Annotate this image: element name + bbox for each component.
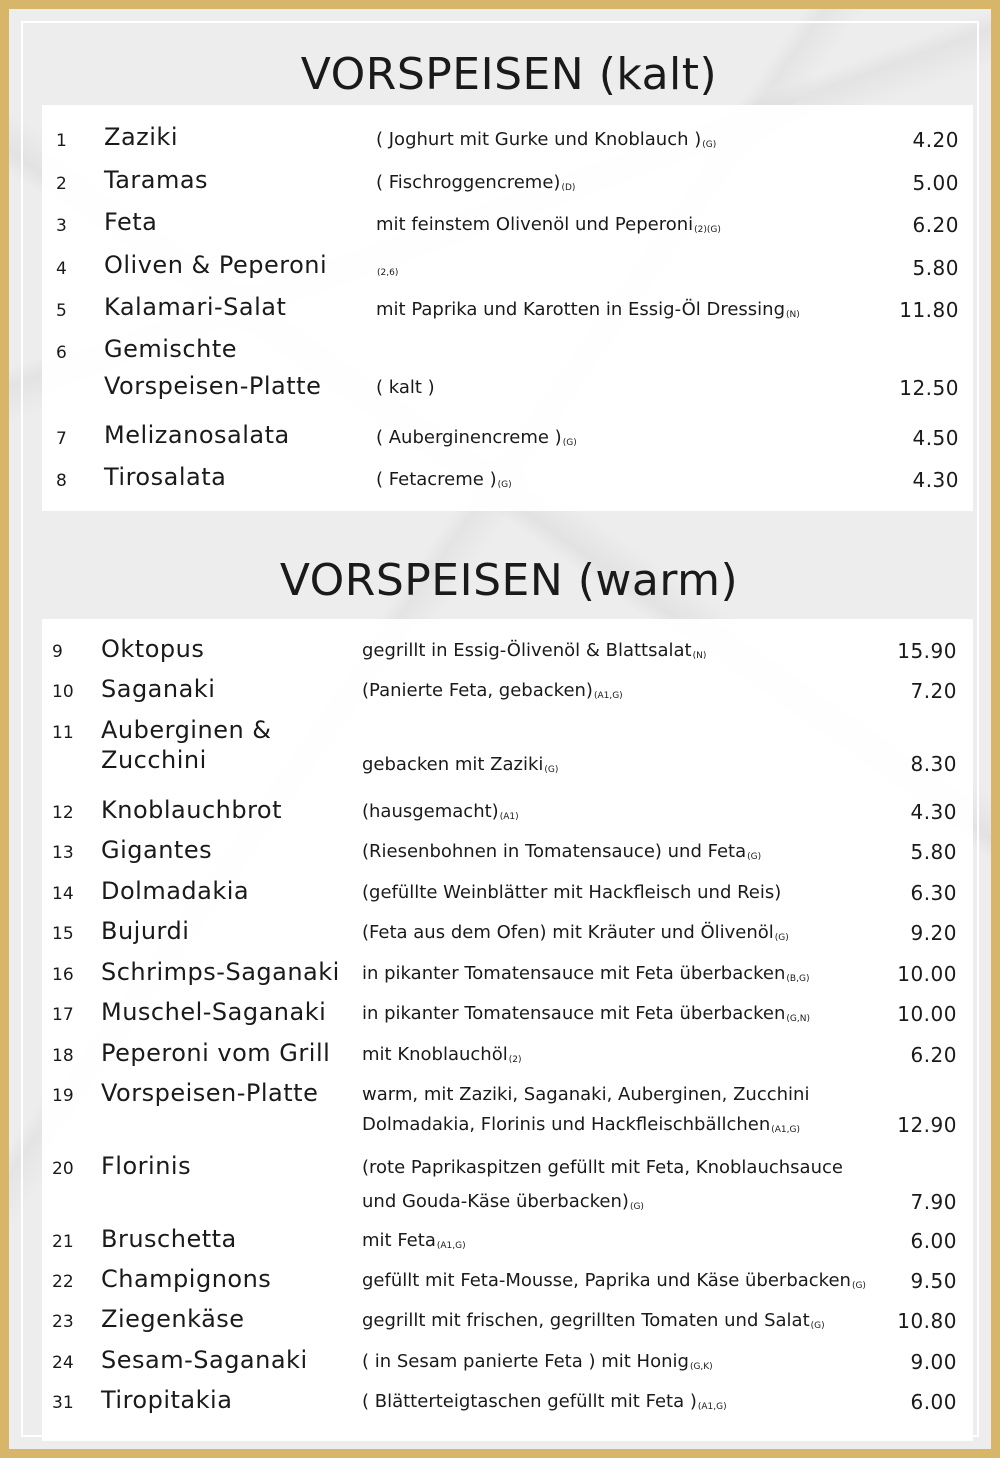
item-name: Ziegenkäse bbox=[101, 1305, 245, 1333]
item-number: 20 bbox=[52, 1159, 74, 1179]
item-price: 4.20 bbox=[912, 128, 959, 152]
item-name: Vorspeisen-Platte bbox=[101, 1079, 319, 1107]
item-number: 15 bbox=[52, 924, 74, 944]
item-price: 10.00 bbox=[897, 1002, 957, 1026]
item-description-line2: Dolmadakia, Florinis und Hackfleischbällchen(A1,G) bbox=[362, 1114, 801, 1135]
item-price: 4.50 bbox=[912, 426, 959, 450]
item-description: mit Feta(A1,G) bbox=[362, 1230, 466, 1251]
allergen-codes: (G) bbox=[562, 438, 577, 448]
menu-panel-kalt bbox=[42, 105, 973, 511]
item-number: 10 bbox=[52, 682, 74, 702]
item-price: 9.20 bbox=[910, 921, 957, 945]
item-number: 2 bbox=[56, 174, 67, 194]
item-name: Knoblauchbrot bbox=[101, 796, 283, 824]
item-description: gegrillt in Essig-Ölivenöl & Blattsalat(N) bbox=[362, 640, 707, 661]
item-description: (hausgemacht)(A1) bbox=[362, 801, 519, 822]
item-price: 6.00 bbox=[910, 1229, 957, 1253]
item-description: ( Fetacreme )(G) bbox=[376, 469, 512, 490]
item-number: 4 bbox=[56, 259, 67, 279]
item-price: 5.80 bbox=[910, 840, 957, 864]
item-price: 4.30 bbox=[910, 800, 957, 824]
item-name: Schrimps-Saganaki bbox=[101, 958, 340, 986]
item-price: 11.80 bbox=[899, 298, 959, 322]
item-number: 23 bbox=[52, 1312, 74, 1332]
item-number: 17 bbox=[52, 1005, 74, 1025]
allergen-codes: (G) bbox=[851, 1281, 866, 1291]
item-number: 12 bbox=[52, 803, 74, 823]
allergen-codes: (G) bbox=[629, 1202, 644, 1212]
item-price: 6.30 bbox=[910, 881, 957, 905]
item-description: mit Paprika und Karotten in Essig-Öl Dressing(N) bbox=[376, 299, 800, 320]
item-description: in pikanter Tomatensauce mit Feta überbacken(B,G) bbox=[362, 963, 810, 984]
item-price: 8.30 bbox=[910, 752, 957, 776]
allergen-codes: (2,6) bbox=[377, 268, 399, 278]
item-number: 13 bbox=[52, 843, 74, 863]
item-name-line2: Zucchini bbox=[101, 746, 207, 774]
section-title-kalt: VORSPEISEN (kalt) bbox=[300, 49, 718, 100]
item-name: Kalamari-Salat bbox=[104, 293, 287, 321]
item-description: (rote Paprikaspitzen gefüllt mit Feta, Knoblauchsauce bbox=[362, 1157, 843, 1178]
allergen-codes: (G) bbox=[747, 852, 762, 862]
allergen-codes: (G) bbox=[810, 1321, 825, 1331]
allergen-codes: (2) bbox=[508, 1055, 522, 1065]
item-number: 14 bbox=[52, 884, 74, 904]
allergen-codes: (G) bbox=[774, 933, 789, 943]
item-name: Taramas bbox=[104, 166, 209, 194]
item-price: 12.90 bbox=[897, 1113, 957, 1137]
item-name: Gigantes bbox=[101, 836, 213, 864]
allergen-codes: (2)(G) bbox=[694, 225, 721, 235]
item-name: Tirosalata bbox=[104, 463, 227, 491]
item-number: 9 bbox=[52, 642, 63, 662]
item-description: gebacken mit Zaziki(G) bbox=[362, 754, 559, 775]
item-name: Dolmadakia bbox=[101, 877, 250, 905]
allergen-codes: (A1,G) bbox=[436, 1241, 466, 1251]
item-price: 9.00 bbox=[910, 1350, 957, 1374]
item-description: (Feta aus dem Ofen) mit Kräuter und Ölivenöl(G) bbox=[362, 922, 789, 943]
item-number: 24 bbox=[52, 1353, 74, 1373]
allergen-codes: (A1,G) bbox=[771, 1125, 801, 1135]
item-description: ( Blätterteigtaschen gefüllt mit Feta )(A1,G) bbox=[362, 1391, 727, 1412]
item-name: Tiropitakia bbox=[101, 1386, 233, 1414]
item-description: (gefüllte Weinblätter mit Hackfleisch und Reis) bbox=[362, 882, 782, 903]
allergen-codes: (N) bbox=[786, 310, 800, 320]
item-description: mit feinstem Olivenöl und Peperoni(2)(G) bbox=[376, 214, 721, 235]
item-number: 7 bbox=[56, 429, 67, 449]
item-number: 21 bbox=[52, 1232, 74, 1252]
item-price: 4.30 bbox=[912, 468, 959, 492]
item-name: Bujurdi bbox=[101, 917, 190, 945]
item-price: 6.00 bbox=[910, 1390, 957, 1414]
item-price: 12.50 bbox=[899, 376, 959, 400]
allergen-codes: (N) bbox=[692, 651, 707, 661]
item-name: Muschel-Saganaki bbox=[101, 998, 327, 1026]
item-number: 1 bbox=[56, 131, 67, 151]
item-description: ( Auberginencreme )(G) bbox=[376, 427, 577, 448]
item-price: 7.90 bbox=[910, 1190, 957, 1214]
item-number: 5 bbox=[56, 301, 67, 321]
item-description-line2: und Gouda-Käse überbacken)(G) bbox=[362, 1191, 644, 1212]
item-name: Auberginen & bbox=[101, 716, 272, 744]
item-name: Champignons bbox=[101, 1265, 272, 1293]
allergen-codes: (B,G) bbox=[786, 974, 810, 984]
item-description: in pikanter Tomatensauce mit Feta überbacken(G,N) bbox=[362, 1003, 811, 1024]
item-name: Oktopus bbox=[101, 635, 205, 663]
item-number: 18 bbox=[52, 1046, 74, 1066]
item-price: 6.20 bbox=[910, 1043, 957, 1067]
item-number: 22 bbox=[52, 1272, 74, 1292]
item-description: ( in Sesam panierte Feta ) mit Honig(G,K) bbox=[362, 1351, 713, 1372]
item-price: 5.80 bbox=[912, 256, 959, 280]
allergen-codes: (G,K) bbox=[689, 1362, 713, 1372]
item-name-line2: Vorspeisen-Platte bbox=[104, 372, 322, 400]
allergen-codes: (A1,G) bbox=[697, 1402, 727, 1412]
item-name: Bruschetta bbox=[101, 1225, 237, 1253]
item-price: 5.00 bbox=[912, 171, 959, 195]
item-price: 7.20 bbox=[910, 679, 957, 703]
item-number: 11 bbox=[52, 723, 74, 743]
item-description: mit Knoblauchöl(2) bbox=[362, 1044, 522, 1065]
allergen-codes: (G) bbox=[702, 140, 717, 150]
allergen-codes: (A1,G) bbox=[593, 691, 623, 701]
item-description bbox=[376, 257, 398, 278]
item-name: Feta bbox=[104, 208, 158, 236]
allergen-codes: (A1) bbox=[499, 812, 519, 822]
item-number: 8 bbox=[56, 471, 67, 491]
menu-panel-warm bbox=[42, 619, 973, 1441]
item-description: (Riesenbohnen in Tomatensauce) und Feta(G) bbox=[362, 841, 762, 862]
allergen-codes: (D) bbox=[561, 183, 576, 193]
item-name: Saganaki bbox=[101, 675, 216, 703]
item-number: 16 bbox=[52, 965, 74, 985]
item-price: 9.50 bbox=[910, 1269, 957, 1293]
item-name: Sesam-Saganaki bbox=[101, 1346, 308, 1374]
item-price: 10.80 bbox=[897, 1309, 957, 1333]
item-name: Florinis bbox=[101, 1152, 192, 1180]
section-title-warm: VORSPEISEN (warm) bbox=[279, 555, 739, 606]
allergen-codes: (G,N) bbox=[786, 1014, 811, 1024]
item-price: 10.00 bbox=[897, 962, 957, 986]
item-description: gegrillt mit frischen, gegrillten Tomaten und Salat(G) bbox=[362, 1310, 825, 1331]
item-number: 3 bbox=[56, 216, 67, 236]
item-price: 6.20 bbox=[912, 213, 959, 237]
item-number: 19 bbox=[52, 1086, 74, 1106]
item-name: Oliven & Peperoni bbox=[104, 251, 328, 279]
item-description: warm, mit Zaziki, Saganaki, Auberginen, Zucchini bbox=[362, 1084, 810, 1105]
item-description: (Panierte Feta, gebacken)(A1,G) bbox=[362, 680, 623, 701]
allergen-codes: (G) bbox=[544, 765, 559, 775]
item-description: ( Joghurt mit Gurke und Knoblauch )(G) bbox=[376, 129, 717, 150]
item-number: 31 bbox=[52, 1393, 74, 1413]
item-price: 15.90 bbox=[897, 639, 957, 663]
item-name: Gemischte bbox=[104, 335, 237, 363]
item-description: gefüllt mit Feta-Mousse, Paprika und Käse überbacken(G) bbox=[362, 1270, 866, 1291]
item-description: ( kalt ) bbox=[376, 377, 435, 398]
item-name: Zaziki bbox=[104, 123, 178, 151]
item-description: ( Fischroggencreme)(D) bbox=[376, 172, 576, 193]
item-number: 6 bbox=[56, 343, 67, 363]
item-name: Melizanosalata bbox=[104, 421, 290, 449]
allergen-codes: (G) bbox=[497, 480, 512, 490]
item-name: Peperoni vom Grill bbox=[101, 1039, 331, 1067]
